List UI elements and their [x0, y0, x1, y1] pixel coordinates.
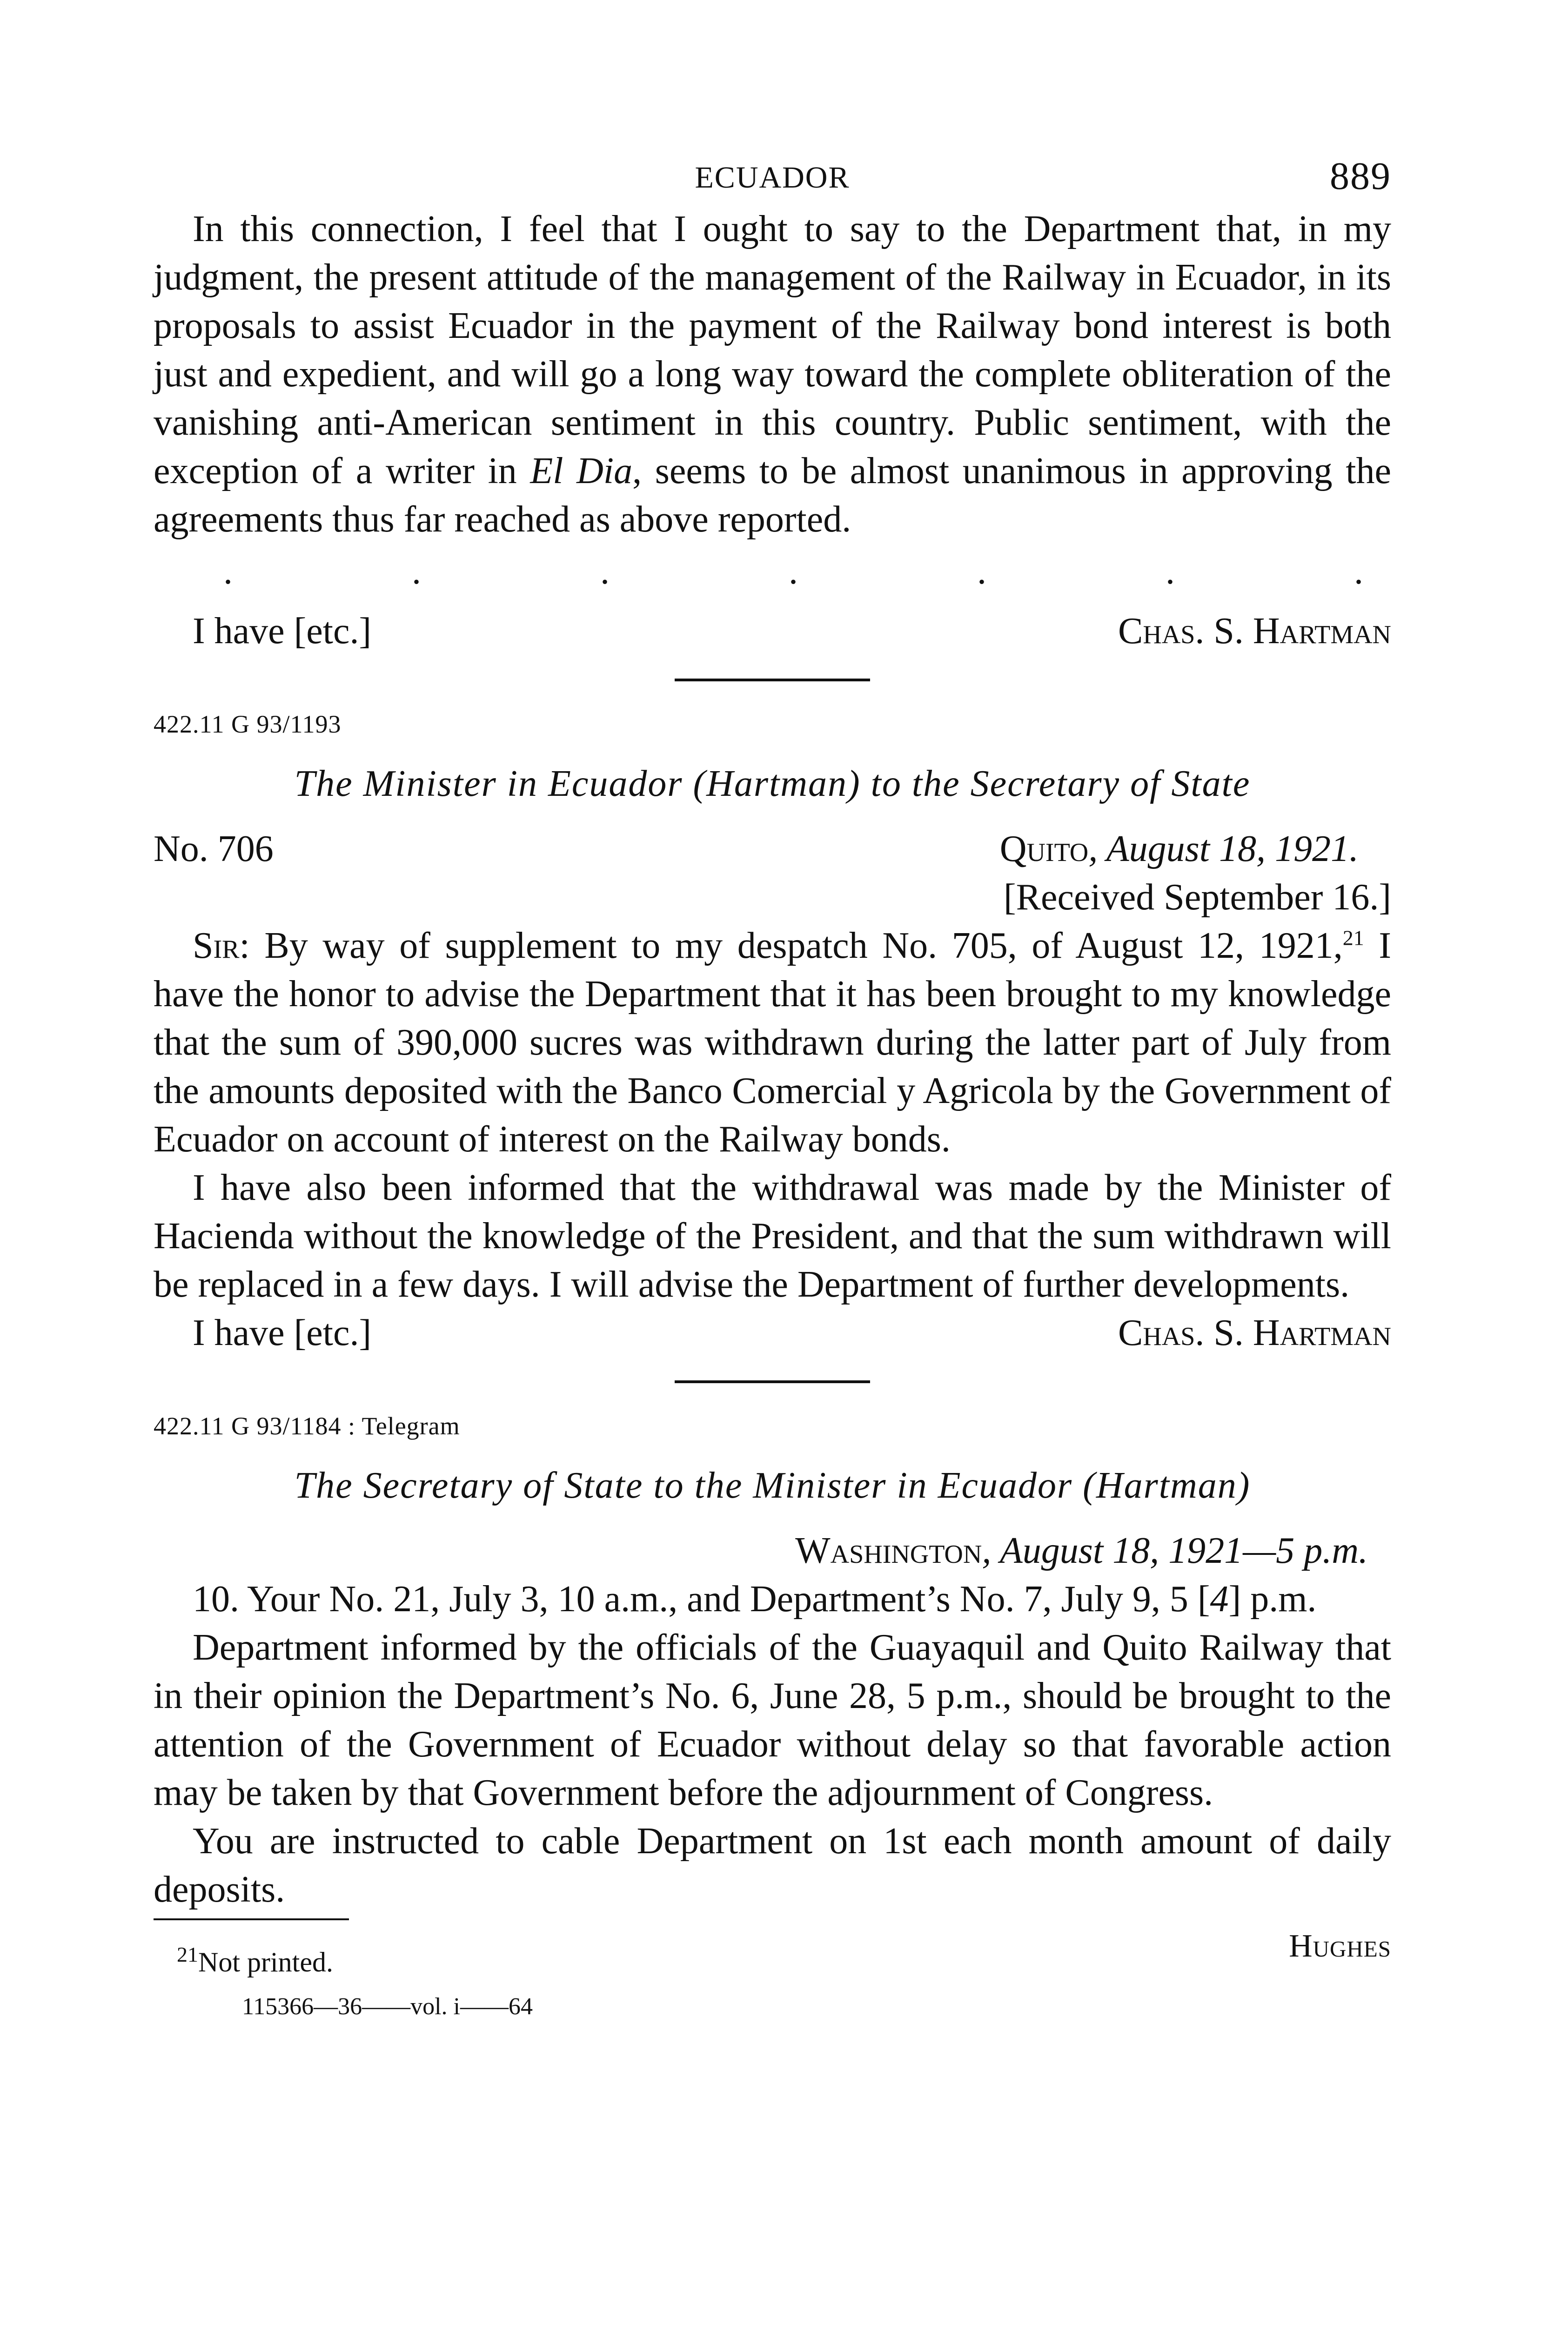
closing-line [154, 1309, 1391, 1357]
place-date: Washington, August 18, 1921—5 p.m. [795, 1530, 1368, 1571]
body-paragraph: You are instructed to cable Department on 1st each month amount of daily deposits. [154, 1821, 1391, 1910]
document-heading: The Minister in Ecuador (Hartman) to the Secretary of State [294, 763, 1251, 804]
body-paragraph: 10. Your No. 21, July 3, 10 a.m., and Department’s No. 7, July 9, 5 [4] p.m. [193, 1579, 1317, 1620]
closing-text: I have [etc.] [193, 611, 372, 652]
running-title: ECUADOR [695, 161, 850, 195]
footnote-rule [154, 1918, 349, 1920]
file-number: 422.11 G 93/1193 [154, 710, 342, 738]
section-divider [675, 679, 870, 681]
body-paragraph: Department informed by the officials of the Guayaquil and Quito Railway that in their opinion the Department’s No. 6, June 28, 5 p.m., should be brought to the attention of the Government of Ecuador without delay so that favorable action may be taken by that Government before the adjournment of Congress. [154, 1627, 1391, 1813]
body-paragraph: In this connection, I feel that I ought to say to the Department that, in my judgment, the present attitude of the management of the Railway in Ecuador, in its proposals to assist Ecuador in the payment of the Railway bond interest is both just and expedient, and will go a long way toward the complete obliteration of the vanishing anti-American sentiment in this country. Public sentiment, with the exception of a writer in El Dia, seems to be almost unanimous in approving the agreements thus far reached as above reported. [154, 208, 1391, 540]
closing-text: I have [etc.] [193, 1312, 372, 1353]
signature: Hughes [1289, 1928, 1391, 1964]
footer-block [154, 1918, 1391, 2020]
page-number: 889 [1330, 155, 1391, 198]
signature: Chas. S. Hartman [1118, 611, 1391, 652]
despatch-number: No. 706 [154, 828, 274, 869]
place-date: Quito, August 18, 1921. [999, 828, 1359, 869]
running-header [154, 154, 1391, 205]
file-number: 422.11 G 93/1184 : Telegram [154, 1412, 460, 1440]
footnote-ref: 21 [1342, 926, 1364, 950]
section-divider [675, 1380, 870, 1383]
ellipsis-row: . . . . . . . [223, 551, 1363, 592]
signature: Chas. S. Hartman [1118, 1312, 1391, 1353]
received-date: [Received September 16.] [1003, 877, 1391, 918]
body-paragraph: I have also been informed that the withdrawal was made by the Minister of Hacienda without the knowledge of the President, and that the sum withdrawn will be replaced in a few days. I will advise the Department of further developments. [154, 1167, 1391, 1305]
closing-line [154, 607, 1391, 655]
newspaper-title: El Dia [530, 451, 633, 491]
body-paragraph: Sir: By way of supplement to my despatch No. 705, of August 12, 1921,21 I have the honor to advise the Department that it has been brought to my knowledge that the sum of 390,000 sucres was withdrawn during the latter part of July from the amounts deposited with the Banco Comercial y Agricola by the Government of Ecuador on account of interest on the Railway bonds. [154, 925, 1392, 1160]
footnote: $^{21}$Not printed. [177, 1943, 333, 1977]
print-code: 115366—36——vol. i——64 [242, 1993, 533, 2020]
document-heading: The Secretary of State to the Minister in Ecuador (Hartman) [294, 1465, 1251, 1506]
document-page [154, 154, 1392, 2020]
dateline [154, 825, 1391, 873]
